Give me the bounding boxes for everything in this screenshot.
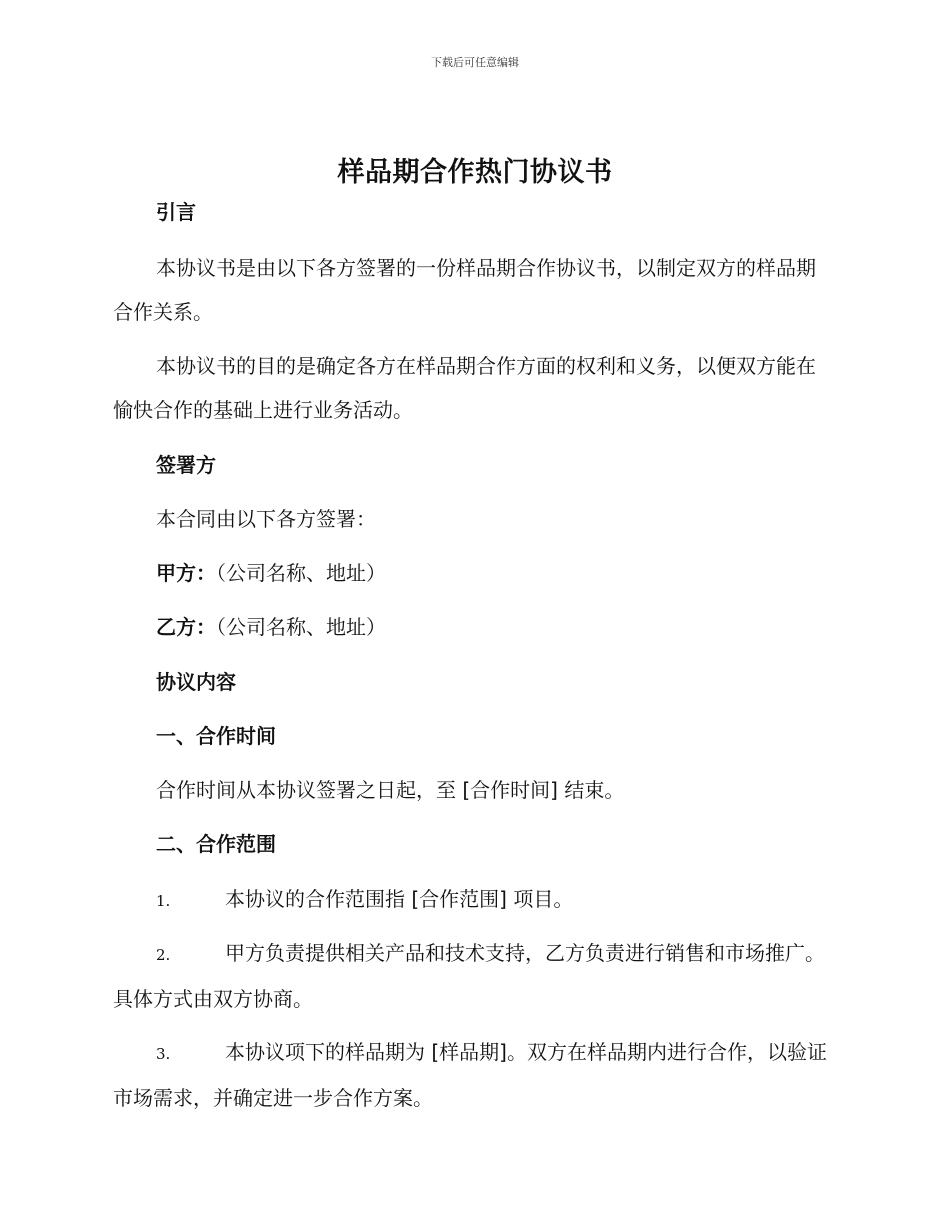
party-a-value: （公司名称、地址） — [216, 561, 386, 585]
list-item-text: 甲方负责提供相关产品和技术支持，乙方负责进行销售和市场推广。具体方式由双方协商。 — [113, 941, 825, 1011]
intro-paragraph-2: 本协议书的目的是确定各方在样品期合作方面的权利和义务，以便双方能在愉快合作的基础上进行业务活动。 — [113, 354, 816, 422]
party-b — [113, 605, 835, 649]
list-item-text: 本协议项下的样品期为 [样品期]。双方在样品期内进行合作，以验证市场需求，并确定进一步合作方案。 — [113, 1040, 827, 1110]
document-title: 样品期合作热门协议书 — [337, 157, 613, 188]
intro-heading: 引言 — [156, 200, 196, 224]
party-a — [113, 551, 835, 595]
section1-heading: 一、合作时间 — [156, 724, 276, 748]
list-item — [113, 1030, 835, 1120]
signatories-intro: 本合同由以下各方签署： — [156, 507, 376, 531]
list-item-number: 1. — [156, 892, 171, 910]
party-b-value: （公司名称、地址） — [216, 615, 386, 639]
list-item — [113, 877, 835, 923]
party-b-label: 乙方： — [156, 615, 216, 639]
signatories-heading: 签署方 — [156, 453, 216, 477]
list-item — [113, 931, 835, 1021]
section2-heading: 二、合作范围 — [156, 832, 276, 856]
list-item-number: 3. — [156, 1045, 171, 1063]
list-item-number: 2. — [156, 946, 171, 964]
header-note: 下载后可任意编辑 — [431, 56, 519, 69]
list-item-text: 本协议的合作范围指 [合作范围] 项目。 — [225, 887, 574, 911]
intro-paragraph-1: 本协议书是由以下各方签署的一份样品期合作协议书，以制定双方的样品期合作关系。 — [113, 256, 816, 324]
content-heading: 协议内容 — [156, 670, 236, 694]
section1-text: 合作时间从本协议签署之日起，至 [合作时间] 结束。 — [156, 778, 625, 802]
party-a-label: 甲方： — [156, 561, 216, 585]
